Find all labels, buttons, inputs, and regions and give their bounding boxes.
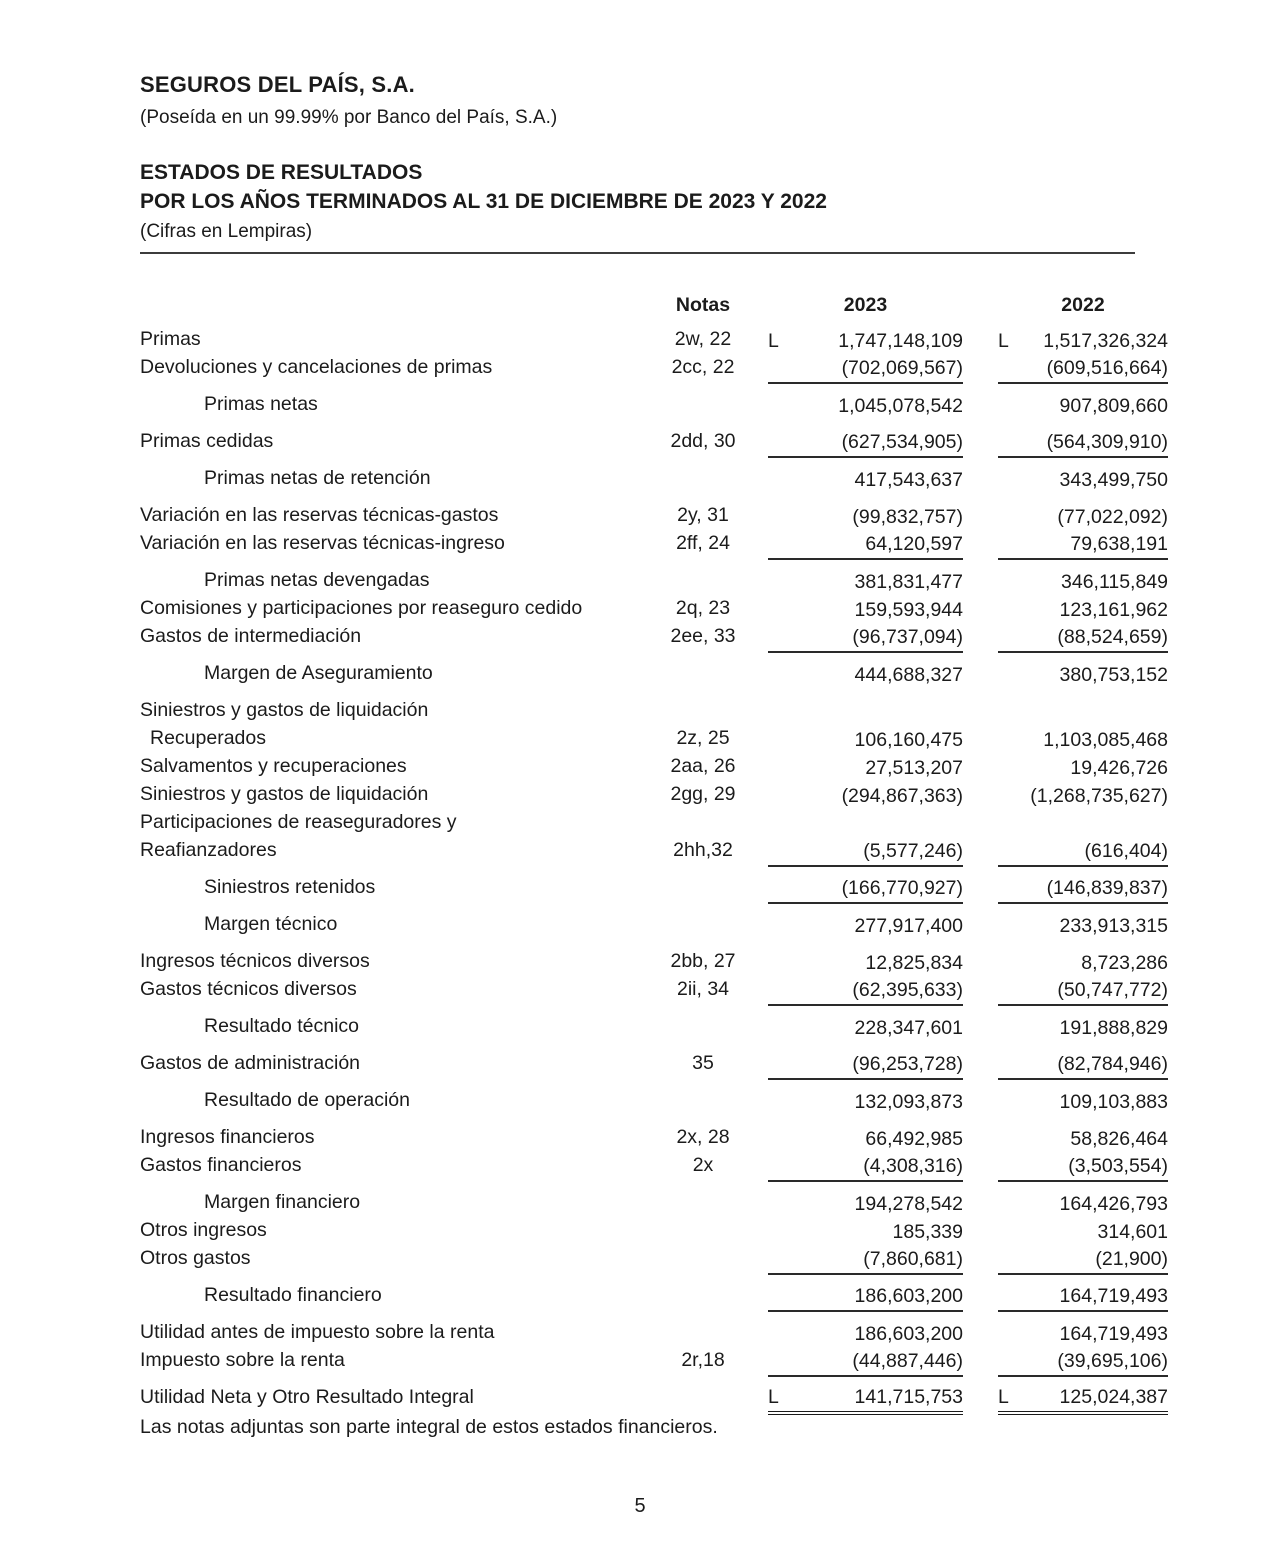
row-label: Margen técnico [204,913,338,935]
table-row [140,532,1168,560]
currency-symbol-2023 [768,1017,784,1040]
header-label-column [140,294,638,317]
row-value-2022 [998,1323,1168,1348]
row-label: Siniestros y gastos de liquidación [140,699,429,721]
currency-symbol-2022 [998,664,1014,687]
header-divider [140,252,1135,254]
table-row [140,978,1168,1006]
currency-symbol-2022 [998,1350,1014,1373]
row-value-2023 [768,571,963,596]
amount-2022: 1,517,326,324 [1043,329,1168,352]
row-value-2022 [998,979,1168,1006]
row-value-2023 [768,824,963,826]
currency-symbol-2023 [768,1285,784,1308]
row-value-2022 [998,1155,1168,1182]
row-value-2023 [768,915,963,940]
amount-2023: 194,278,542 [854,1192,963,1215]
row-value-2023 [768,1128,963,1153]
row-value-2023 [768,330,963,355]
row-value-2022 [998,1248,1168,1275]
row-notes: 2dd, 30 [670,430,736,452]
row-value-2023 [768,1155,963,1182]
row-value-2023 [768,469,963,494]
amount-2022: (146,839,837) [1046,876,1168,899]
table-row [140,393,1168,421]
currency-symbol-2022 [998,357,1014,380]
currency-symbol-2023 [768,506,784,529]
row-label: Reafianzadores [140,839,277,861]
row-label: Otros gastos [140,1247,251,1269]
row-value-2023 [768,757,963,782]
row-notes: 2r,18 [681,1349,725,1371]
amount-2023: (7,860,681) [863,1247,963,1270]
currency-symbol-2023 [768,357,784,380]
row-value-2022 [998,506,1168,531]
row-value-2022 [998,469,1168,494]
amount-2023: 64,120,597 [865,532,963,555]
amount-2023: 444,688,327 [854,663,963,686]
row-value-2022 [998,1053,1168,1080]
row-value-2023 [768,729,963,754]
amount-2023: 186,603,200 [854,1322,963,1345]
row-value-2023 [768,395,963,420]
row-label: Otros ingresos [140,1219,267,1241]
amount-2022: 58,826,464 [1070,1127,1168,1150]
row-label: Siniestros retenidos [204,876,376,898]
table-row [140,625,1168,653]
row-value-2023 [768,1350,963,1377]
currency-symbol-2022 [998,1017,1014,1040]
amount-2023: 132,093,873 [854,1090,963,1113]
table-header-row [140,294,1168,317]
row-value-2022 [998,599,1168,624]
currency-symbol-2022 [998,757,1014,780]
amount-2023: 417,543,637 [854,468,963,491]
table-row [140,699,1168,727]
company-name: SEGUROS DEL PAÍS, S.A. [140,72,415,97]
amount-2022: (88,524,659) [1057,625,1168,648]
amount-2022: 19,426,726 [1070,756,1168,779]
currency-symbol-2023 [768,785,784,808]
amount-2023: 27,513,207 [865,756,963,779]
currency-symbol-2022 [998,877,1014,900]
currency-symbol-2023 [768,877,784,900]
amount-2022: 123,161,962 [1059,598,1168,621]
table-row [140,811,1168,839]
income-statement-table [140,294,1168,1414]
currency-symbol-2023 [768,431,784,454]
amount-2023: (96,737,094) [852,625,963,648]
row-notes: 2x, 28 [676,1126,730,1148]
currency-symbol-2023: L [768,1385,779,1408]
amount-2023: (62,395,633) [852,978,963,1001]
amount-2023: 159,593,944 [854,598,963,621]
row-value-2023 [768,877,963,904]
row-notes: 2hh,32 [673,839,733,861]
currency-symbol-2023 [768,469,784,492]
table-row [140,1191,1168,1219]
row-label: Salvamentos y recuperaciones [140,755,407,777]
currency-symbol-2022 [998,1193,1014,1216]
table-row [140,597,1168,625]
amount-2023: 1,045,078,542 [838,394,963,417]
currency-symbol-2023: L [768,329,779,352]
currency-symbol-2023 [768,729,784,752]
row-label: Resultado técnico [204,1015,360,1037]
amount-2022: (21,900) [1095,1247,1168,1270]
row-value-2022 [998,757,1168,782]
row-value-2023 [768,357,963,384]
amount-2022: 79,638,191 [1070,532,1168,555]
amount-2023: 12,825,834 [865,951,963,974]
row-notes: 2ff, 24 [676,532,730,554]
row-label: Participaciones de reaseguradores y [140,811,457,833]
row-value-2022 [998,395,1168,420]
currency-symbol-2023 [768,1350,784,1373]
row-value-2023 [768,1323,963,1348]
table-row [140,569,1168,597]
table-row [140,913,1168,941]
table-row [140,1089,1168,1117]
statement-table-body [140,328,1168,1414]
currency-symbol-2023 [768,1155,784,1178]
amount-2023: (702,069,567) [841,356,963,379]
amount-2022: (39,695,106) [1057,1349,1168,1372]
amount-2022: 164,426,793 [1059,1192,1168,1215]
row-value-2022 [998,1091,1168,1116]
row-value-2023 [768,952,963,977]
row-label: Gastos financieros [140,1154,302,1176]
table-row [140,467,1168,495]
currency-symbol-2022 [998,1053,1014,1076]
row-value-2023 [768,979,963,1006]
row-label: Margen financiero [204,1191,361,1213]
table-row [140,1386,1168,1414]
currency-symbol-2023 [768,599,784,622]
row-notes: 2z, 25 [676,727,730,749]
amount-2023: 106,160,475 [854,728,963,751]
currency-symbol-2022 [998,431,1014,454]
row-value-2023 [768,1053,963,1080]
row-notes: 2q, 23 [675,597,731,619]
currency-symbol-2023 [768,757,784,780]
row-label: Margen de Aseguramiento [204,662,433,684]
row-notes: 2w, 22 [674,328,732,350]
header-year-2023: 2023 [843,294,888,316]
currency-symbol-2022 [998,626,1014,649]
amount-2022: (609,516,664) [1046,356,1168,379]
currency-symbol-2023 [768,395,784,418]
row-label: Gastos de administración [140,1052,361,1074]
row-notes: 2bb, 27 [670,950,736,972]
row-value-2023 [768,506,963,531]
row-label: Impuesto sobre la renta [140,1349,345,1371]
row-value-2022 [998,1193,1168,1218]
table-row [140,950,1168,978]
currency-symbol-2023 [768,952,784,975]
amount-2022: 164,719,493 [1059,1322,1168,1345]
row-label: Recuperados [150,727,266,749]
row-value-2023 [768,1091,963,1116]
table-row [140,876,1168,904]
table-row [140,727,1168,755]
header-notas: Notas [675,294,731,316]
currency-symbol-2022 [998,729,1014,752]
amount-2023: 381,831,477 [854,570,963,593]
amount-2023: 66,492,985 [865,1127,963,1150]
currency-symbol-2023 [768,533,784,556]
amount-2022: 314,601 [1097,1220,1168,1243]
row-notes: 35 [692,1052,714,1074]
table-row [140,783,1168,811]
row-label: Primas netas de retención [204,467,431,489]
currency-symbol-2023 [768,915,784,938]
row-value-2022 [998,712,1168,714]
row-value-2022 [998,533,1168,560]
amount-2022: 191,888,829 [1059,1016,1168,1039]
row-notes: 2aa, 26 [670,755,736,777]
header-year-2022: 2022 [1061,294,1105,316]
amount-2022: 907,809,660 [1059,394,1168,417]
amount-2023: 185,339 [892,1220,963,1243]
row-value-2023 [768,1248,963,1275]
row-label: Primas netas devengadas [204,569,430,591]
ownership-note: (Poseída en un 99.99% por Banco del País, S.A.) [140,107,558,128]
amount-2023: (294,867,363) [841,784,963,807]
currency-symbol-2023 [768,979,784,1002]
row-value-2022 [998,1128,1168,1153]
currency-symbol-2022 [998,1221,1014,1244]
currency-symbol-2022 [998,1323,1014,1346]
row-label: Gastos técnicos diversos [140,978,357,1000]
row-label: Gastos de intermediación [140,625,362,647]
table-row [140,839,1168,867]
amount-2022: (50,747,772) [1057,978,1168,1001]
row-value-2023 [768,1386,963,1415]
currency-symbol-2023 [768,571,784,594]
amount-2023: (99,832,757) [852,505,963,528]
currency-symbol-2022 [998,979,1014,1002]
row-value-2022 [998,915,1168,940]
currency-symbol-2022 [998,952,1014,975]
row-label: Utilidad Neta y Otro Resultado Integral [140,1386,474,1408]
amount-2023: (4,308,316) [863,1154,963,1177]
row-value-2022 [998,1386,1168,1415]
amount-2022: 8,723,286 [1081,951,1168,974]
amount-2022: 380,753,152 [1059,663,1168,686]
table-row [140,356,1168,384]
row-value-2022 [998,729,1168,754]
table-row [140,1349,1168,1377]
currency-symbol-2023 [768,1193,784,1216]
row-value-2023 [768,1193,963,1218]
row-label: Resultado financiero [204,1284,382,1306]
currency-symbol-2023 [768,1128,784,1151]
row-notes: 2ee, 33 [670,625,736,647]
amount-2023: 1,747,148,109 [838,329,963,352]
row-value-2023 [768,533,963,560]
row-value-2023 [768,785,963,810]
table-row [140,755,1168,783]
amount-2023: 228,347,601 [854,1016,963,1039]
row-label: Ingresos financieros [140,1126,315,1148]
amount-2022: 1,103,085,468 [1043,728,1168,751]
currency-symbol-2023 [768,1091,784,1114]
amount-2022: (82,784,946) [1057,1052,1168,1075]
row-notes: 2gg, 29 [670,783,736,805]
table-row [140,1284,1168,1312]
amount-2022: (77,022,092) [1057,505,1168,528]
currency-symbol-2022 [998,1155,1014,1178]
row-value-2022 [998,431,1168,458]
row-value-2023 [768,664,963,689]
amount-2023: (96,253,728) [852,1052,963,1075]
table-row [140,1321,1168,1349]
row-value-2022 [998,1350,1168,1377]
amount-2022: 346,115,849 [1061,570,1168,593]
amount-2023: 277,917,400 [854,914,963,937]
currency-symbol-2022 [998,1285,1014,1308]
table-row [140,1015,1168,1043]
row-value-2022 [998,824,1168,826]
row-notes: 2ii, 34 [676,978,730,1000]
table-row [140,1219,1168,1247]
amount-2023: (5,577,246) [863,839,963,862]
table-row [140,1126,1168,1154]
currency-symbol-2022 [998,599,1014,622]
row-label: Resultado de operación [204,1089,410,1111]
currency-symbol-2022 [998,1128,1014,1151]
row-value-2022 [998,785,1168,810]
amount-2022: (1,268,735,627) [1030,784,1168,807]
row-value-2022 [998,626,1168,653]
row-notes: 2y, 31 [677,504,729,526]
row-value-2023 [768,431,963,458]
currency-symbol-2022 [998,533,1014,556]
row-label: Variación en las reservas técnicas-gastos [140,504,499,526]
row-value-2022 [998,664,1168,689]
currency-symbol-2022: L [998,1385,1009,1408]
row-notes: 2cc, 22 [671,356,735,378]
row-value-2022 [998,877,1168,904]
row-value-2023 [768,1285,963,1312]
row-label: Primas cedidas [140,430,274,452]
amount-2022: 125,024,387 [1059,1385,1168,1408]
row-value-2022 [998,1017,1168,1042]
currency-symbol-2022 [998,1248,1014,1271]
currency-symbol-2022 [998,506,1014,529]
row-label: Utilidad antes de impuesto sobre la renta [140,1321,495,1343]
amount-2022: (616,404) [1084,839,1168,862]
row-value-2022 [998,952,1168,977]
row-label: Ingresos técnicos diversos [140,950,370,972]
row-value-2023 [768,840,963,867]
currency-symbol-2022 [998,395,1014,418]
amount-2022: 109,103,883 [1059,1090,1168,1113]
row-value-2023 [768,1221,963,1246]
amount-2023: (44,887,446) [852,1349,963,1372]
row-label: Variación en las reservas técnicas-ingreso [140,532,505,554]
row-value-2023 [768,599,963,624]
currency-symbol-2022 [998,840,1014,863]
row-value-2023 [768,626,963,653]
amount-2022: 233,913,315 [1059,914,1168,937]
statement-title: ESTADOS DE RESULTADOS [140,161,423,184]
currency-symbol-2023 [768,626,784,649]
row-label: Primas [140,328,201,350]
amount-2022: (3,503,554) [1068,1154,1168,1177]
table-row [140,1247,1168,1275]
amount-2023: (627,534,905) [841,430,963,453]
currency-symbol-2023 [768,1221,784,1244]
row-label: Comisiones y participaciones por reaseguro cedido [140,597,583,619]
currency-symbol-2022 [998,785,1014,808]
row-value-2022 [998,357,1168,384]
row-notes: 2x [692,1154,714,1176]
table-row [140,430,1168,458]
amount-2022: (564,309,910) [1046,430,1168,453]
row-value-2022 [998,571,1168,596]
row-value-2022 [998,330,1168,355]
amount-2022: 164,719,493 [1059,1284,1168,1307]
table-row [140,1154,1168,1182]
amount-2022: 343,499,750 [1059,468,1168,491]
amount-2023: 186,603,200 [854,1284,963,1307]
row-label: Devoluciones y cancelaciones de primas [140,356,493,378]
currency-symbol-2023 [768,1053,784,1076]
table-row [140,504,1168,532]
table-row [140,1052,1168,1080]
table-row [140,662,1168,690]
currency-symbol-2022 [998,571,1014,594]
row-value-2022 [998,840,1168,867]
currency-symbol-2022 [998,915,1014,938]
currency-symbol-2023 [768,840,784,863]
currency-symbol-2022 [998,1091,1014,1114]
table-row [140,328,1168,356]
amount-2023: (166,770,927) [841,876,963,899]
currency-units-note: (Cifras en Lempiras) [140,221,313,242]
currency-symbol-2023 [768,664,784,687]
currency-symbol-2022: L [998,329,1009,352]
currency-symbol-2022 [998,469,1014,492]
row-label: Primas netas [204,393,318,415]
footnote: Las notas adjuntas son parte integral de estos estados financieros. [140,1416,718,1438]
currency-symbol-2023 [768,1323,784,1346]
amount-2023: 141,715,753 [854,1385,963,1408]
row-value-2023 [768,1017,963,1042]
currency-symbol-2023 [768,1248,784,1271]
row-value-2022 [998,1221,1168,1246]
row-value-2022 [998,1285,1168,1312]
row-value-2023 [768,712,963,714]
statement-period: POR LOS AÑOS TERMINADOS AL 31 DE DICIEMBRE DE 2023 Y 2022 [140,190,827,213]
row-label: Siniestros y gastos de liquidación [140,783,429,805]
page-number: 5 [634,1495,646,1517]
